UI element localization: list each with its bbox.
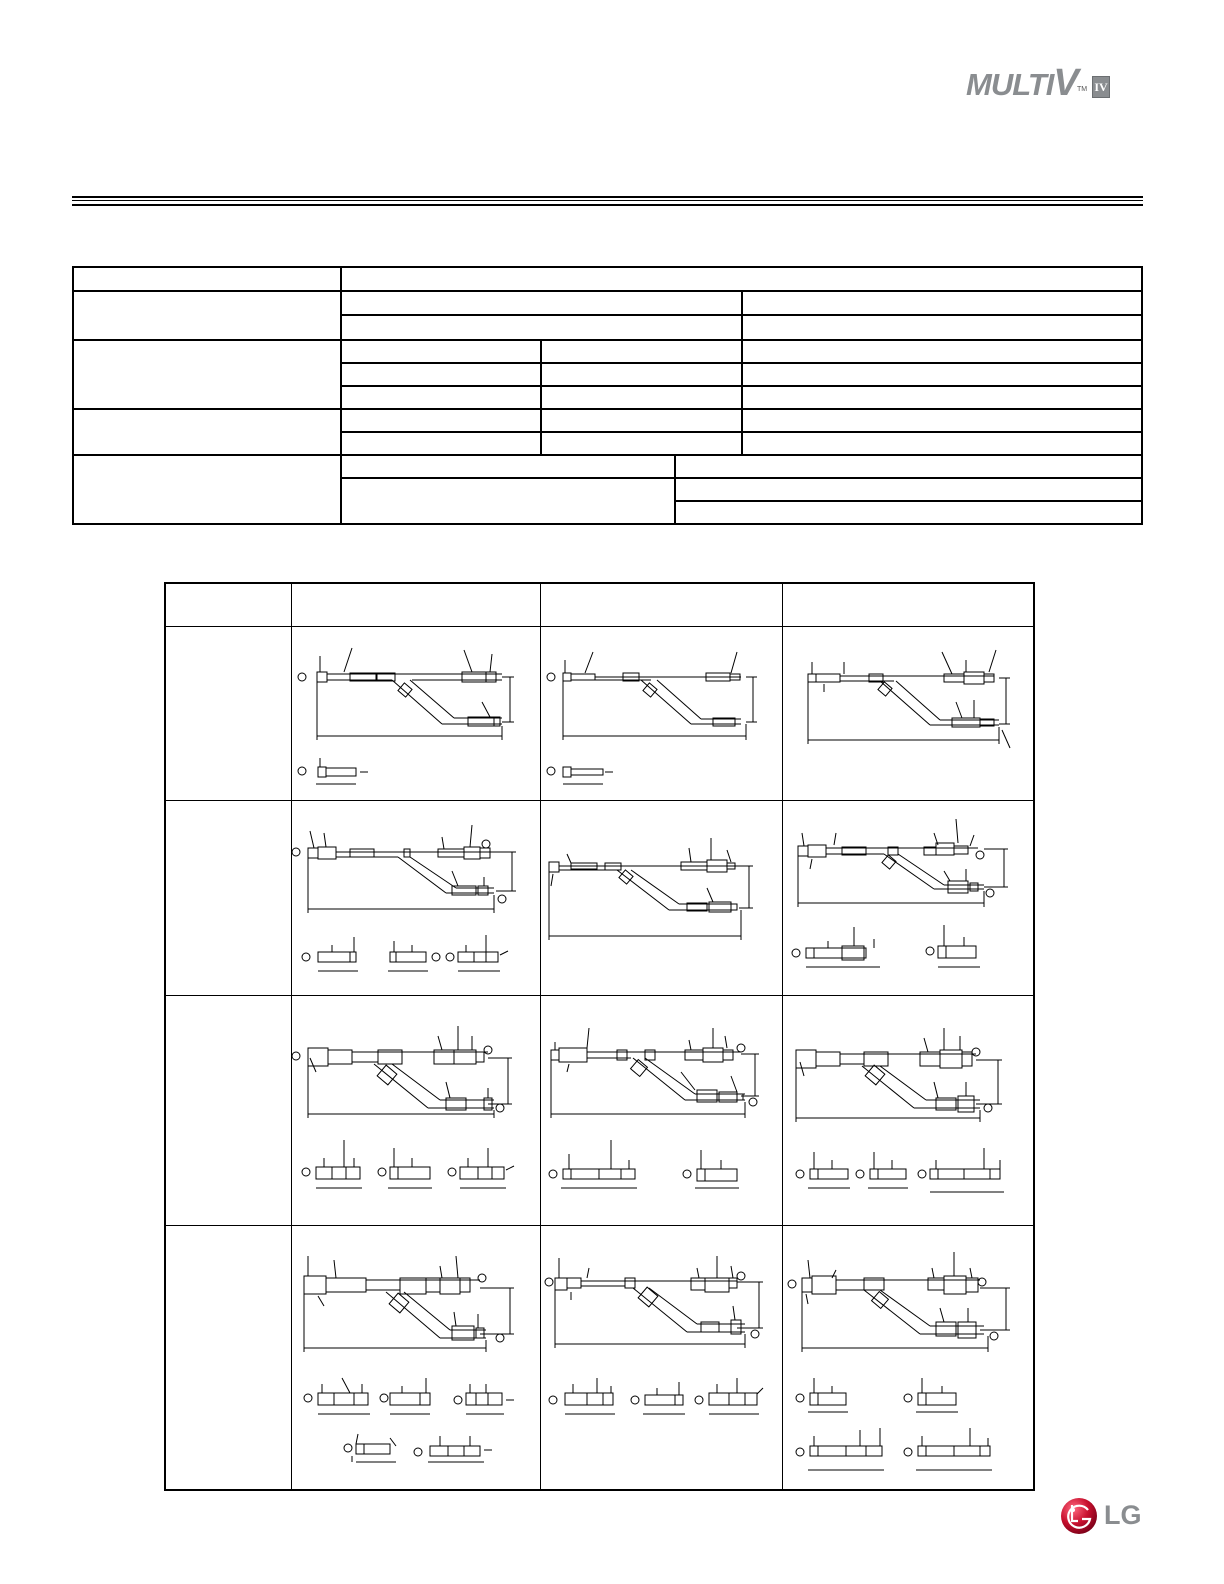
table-divider [166, 626, 1033, 627]
table-divider [741, 290, 743, 454]
table-divider [166, 800, 1033, 801]
table-divider [166, 1225, 1033, 1226]
branch-pipe-drawing [541, 640, 781, 790]
multi-v-iv-logo [966, 64, 1146, 102]
table-divider [540, 339, 542, 454]
branch-pipe-drawing [541, 1248, 781, 1428]
branch-pipe-drawing [288, 815, 538, 985]
table-divider [74, 408, 1141, 410]
brand-v: V [1053, 62, 1078, 104]
branch-pipe-drawing [784, 640, 1032, 790]
lg-logo [1060, 1496, 1146, 1536]
table-divider [674, 454, 676, 523]
table-divider [74, 290, 1141, 292]
table-divider [340, 268, 342, 523]
table-divider [166, 995, 1033, 996]
lg-wordmark: LG [1104, 1500, 1142, 1530]
header-rule-middle [72, 200, 1143, 201]
table-divider [674, 500, 1141, 502]
brand-tm: TM [1077, 86, 1088, 93]
brand-generation-badge: IV [1092, 76, 1110, 98]
header-rule-bottom [72, 204, 1143, 206]
branch-pipe-drawing [292, 640, 537, 790]
branch-pipe-drawing [784, 1022, 1032, 1202]
table-divider [74, 454, 1141, 456]
table-divider [74, 339, 1141, 341]
branch-pipe-drawing [288, 1022, 538, 1202]
header-rule-top [72, 196, 1143, 198]
branch-pipe-drawing [784, 1248, 1032, 1473]
brand-name: MULTI [966, 67, 1054, 102]
branch-pipe-drawing [541, 1022, 781, 1202]
branch-pipe-drawing [784, 815, 1032, 985]
table-divider [340, 477, 1141, 479]
specification-table [72, 266, 1143, 525]
branch-pipe-drawing [290, 1248, 538, 1473]
branch-pipe-drawing [541, 830, 781, 950]
lg-face-logo-icon [1060, 1497, 1098, 1535]
table-divider [782, 584, 783, 1489]
